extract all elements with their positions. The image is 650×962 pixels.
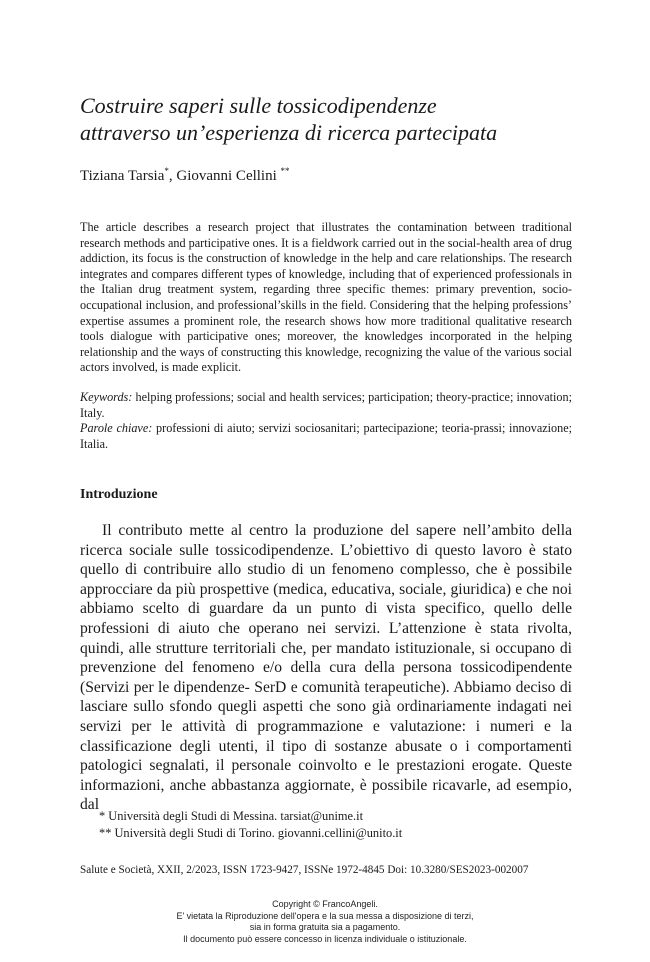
keywords-label: Keywords:	[80, 390, 133, 404]
footnote-2: ** Università degli Studi di Torino. giovanni.cellini@unito.it	[99, 826, 403, 840]
author-separator: ,	[168, 168, 177, 184]
footnote-mark-1: *	[164, 166, 169, 176]
body-paragraph: Il contributo mette al centro la produzione del sapere nell’ambito della ricerca sociale sulle tossicodipendenze. L’obiettivo di questo lavoro è stato quello di contribuire allo studio di un fenomeno complesso, che è possibile approcciare da più prospettive (medica, educativa, sociale, giuridica) e che noi abbiamo scelto di guardare da un punto di vista specifico, quello delle professioni di aiuto che operano nei servizi. L’attenzione è stata rivolta, quindi, alle strutture territoriali che, per mandato istituzionale, si occupano di prevenzione del fenomeno e/o della cura della persona tossicodipendente (Servizi per le dipendenze- SerD e comunità terapeutiche). Abbiamo deciso di lasciare sullo sfondo quegli aspetti che sono già ordinariamente indagati nei servizi per le attività di programmazione e valutazione: i numeri e la classificazione degli utenti, il tipo di sostanze abusate o i comportamenti patologici segnalati, il personale coinvolto e le prestazioni erogate. Queste informazioni, anche abbastanza aggiornate, è possibile ricavarle, ad esempio, dal	[80, 522, 572, 814]
parole-chiave-text: professioni di aiuto; servizi sociosanitari; partecipazione; teoria-prassi; innovazione; Italia.	[80, 421, 573, 451]
parole-chiave-label: Parole chiave:	[80, 421, 153, 436]
journal-citation: Salute e Società, XXII, 2/2023, ISSN 1723-9427, ISSNe 1972-4845 Doi: 10.3280/SES2023-002007	[80, 864, 529, 876]
keywords-english	[80, 390, 572, 421]
footnote-1: * Università degli Studi di Messina. tarsiat@unime.it	[99, 809, 364, 823]
footnotes	[99, 808, 569, 842]
copyright-notice	[0, 899, 650, 945]
author-list	[80, 166, 572, 185]
copyright-line-2: E' vietata la Riproduzione dell'opera e la sua messa a disposizione di terzi,	[176, 910, 474, 921]
article-title	[80, 92, 572, 146]
author-name-1: Tiziana Tarsia	[80, 168, 165, 184]
keywords-section	[80, 390, 572, 452]
title-line-1: Costruire saperi sulle tossicodipendenze	[80, 93, 437, 118]
copyright-line-4: Il documento può essere concesso in licenza individuale o istituzionale.	[183, 933, 467, 944]
abstract: The article describes a research project that illustrates the contamination between traditional research methods and participative ones. It is a fieldwork carried out in the social-health area of drug addiction, its focus is the construction of knowledge in the help and care relationships. The research integrates and compares different types of knowledge, including that of experienced professionals in the Italian drug treatment system, regarding three specific themes: primary prevention, socio-occupational inclusion, and professional’skills in the field. Considering that the helping professions’ expertise assumes a prominent role, the research shows how more traditional qualitative research tools dialogue with participative ones; moreover, the knowledges incorporated in the helping relationship and the ways of constructing this knowledge, recognizing the value of the various social actors involved, is made explicit.	[80, 220, 572, 375]
title-line-2: attraverso un’esperienza di ricerca partecipata	[80, 120, 498, 145]
keywords-italian	[80, 421, 572, 452]
author-name-2: Giovanni Cellini	[176, 168, 281, 184]
copyright-line-1: Copyright © FrancoAngeli.	[272, 899, 378, 909]
copyright-line-3: sia in forma gratuita sia a pagamento.	[249, 922, 401, 932]
section-heading: Introduzione	[80, 487, 158, 502]
footnote-mark-2: **	[280, 166, 290, 176]
keywords-text: helping professions; social and health services; participation; theory-practice; innovation; Italy.	[80, 390, 572, 420]
